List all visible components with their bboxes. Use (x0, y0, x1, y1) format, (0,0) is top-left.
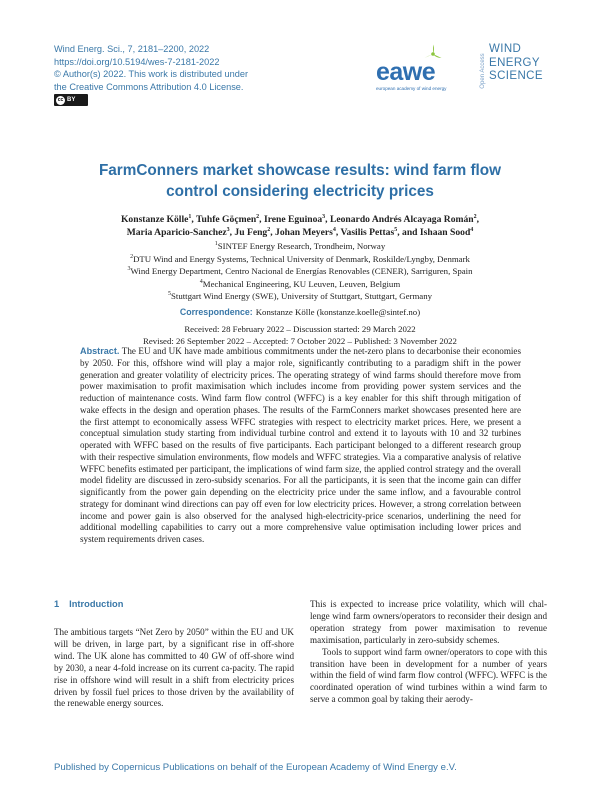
eawe-wordmark: eawe (376, 58, 436, 86)
dates-line-1: Received: 28 February 2022 – Discussion started: 29 March 2022 (184, 324, 416, 334)
affiliation: $^4$Mechanical Engineering, KU Leuven, Leuven, Belgium (199, 278, 401, 289)
author-affiliation-number: 4 (470, 226, 474, 233)
correspondence-text[interactable]: Konstanze Kölle (konstanze.koelle@sintef.no) (255, 307, 421, 317)
section-title: Introduction (69, 599, 124, 609)
journal-logo (376, 44, 546, 100)
author-name: Maria Aparicio-Sanchez (126, 226, 227, 238)
body-column-right (310, 599, 547, 706)
doi-link[interactable]: https://doi.org/10.5194/wes-7-2181-2022 (54, 56, 220, 67)
correspondence (60, 307, 540, 317)
paragraph: This is expected to increase price volatility, which will chal-lenge wind farm owners/operators to reconsider their design and operation strategy from power maximisation to revenue maximisation, particularly in zero-subsidy schemes. (310, 599, 547, 645)
author-list (60, 214, 540, 240)
author-affiliation-number: 5 (394, 226, 398, 233)
author-name: Ishaan Sood (419, 226, 471, 238)
author-affiliation-number: 2 (473, 213, 477, 220)
author-affiliation-number: 1 (188, 213, 192, 220)
author-affiliation-number: 2 (256, 213, 260, 220)
author-name: Vasilis Pettas (340, 226, 395, 238)
affiliation: $^3$Wind Energy Department, Centro Nacional de Energías Renovables (CENER), Sarriguren, Spain (127, 266, 473, 277)
author-name: Leonardo Andrés Alcayaga Román (329, 214, 474, 225)
abstract-text: The EU and UK have made ambitious commitments under the net-zero plans to decarbonise their economies by 2050. For this, offshore wind will play a major role, significantly contributing to a paradigm shift in the power generation and greater volatility of electricity prices. The operating strategy of wind farms should therefore move from power maximisation to profit maximisation which includes income from providing power system services and the reduction of maintenance costs. Wind farm flow control (WFFC) is a key enabler for this shift through mitigation of wake effects in the design and operation phases. The results of the FarmConners market showcases presented here are the first attempt to economically assess WFFC strategies with respect to electricity market prices. Here, we present a conceptual simulation study starting from individual turbine control and extend it to layouts with 10 and 32 turbines operated with WFFC based on the results of five participants. Each participant belonged to a different research group with their respective simulation environments, flow models and WFFC strategies. Via a comparative analysis of relative WFFC benefits estimated per participant, the implications of wind farm size, the applied control strategy and the overall model fidelity are discussed in zero-subsidy scenarios. For all the participants, it is seen that the income gain can differ significantly from the power gain depending on the electricity price under the same inflow, and a favourable control strategy for dominant wind directions can pay off even for low electricity prices. However, a strong correlation between income and power gain is also observed for the analysed high-electricity-price scenarios, underlining the need for additional modelling capabilities to carry out a more comprehensive value optimisation including lower prices and system requirements driven cases. (80, 346, 521, 544)
cc-icon: cc (57, 97, 64, 103)
author-name: Johan Meyers (275, 226, 333, 238)
author-affiliation-number: 2 (267, 226, 271, 233)
paper-title: FarmConners market showcase results: wind farm flow control considering electricity prices (98, 162, 502, 200)
author-affiliation-number: 4 (332, 226, 336, 233)
paragraph: The ambitious targets “Net Zero by 2050” within the EU and UK will be driven, in large part, by a significant rise in off-shore wind. The UK alone has committed to 40 GW of off-shore wind by 2030, a near 4-fold increase on its current ca-pacity. The rapid rise in offshore wind will result in a shift from electricity prices driven by fossil fuel prices to those driven by the availability of the renewable energy sources. (54, 627, 294, 709)
section-number: 1 (54, 599, 60, 609)
author-affiliation-number: 3 (322, 213, 326, 220)
author-name: Tuhfe Göçmen (196, 214, 257, 225)
section-heading (54, 599, 133, 609)
correspondence-label: Correspondence: (179, 307, 253, 317)
cc-license-badge[interactable] (54, 94, 88, 106)
affiliation: $^1$SINTEF Energy Research, Trondheim, Norway (214, 241, 386, 251)
affiliation: $^5$Stuttgart Wind Energy (SWE), University of Stuttgart, Stuttgart, Germany (168, 291, 432, 302)
affiliation: $^2$DTU Wind and Energy Systems, Technical University of Denmark, Roskilde/Lyngby, Denmark (130, 253, 470, 264)
cc-by-label: BY (67, 97, 76, 103)
dates-line-2: Revised: 26 September 2022 – Accepted: 7 October 2022 – Published: 3 November 2022 (143, 336, 457, 346)
author-line-2: Maria Aparicio-Sanchez$^3$, Ju Feng$^2$, Johan Meyers$^4$, Vasilis Pettas$^5$, and Ishaan Sood$^4$ (126, 226, 474, 238)
author-line-1: Konstanze Kölle$^1$, Tuhfe Göçmen$^2$, Irene Eguinoa$^3$, Leonardo Andrés Alcayaga Román$^2$, (120, 213, 480, 225)
abstract (80, 346, 521, 546)
author-name: Ju Feng (234, 226, 268, 238)
author-name: Irene Eguinoa (263, 214, 323, 225)
copyright-line: © Author(s) 2022. This work is distributed under (54, 69, 249, 80)
open-access-label: Open Access (480, 53, 486, 89)
citation-header (54, 43, 248, 93)
journal-name: WIND ENERGY SCIENCE (489, 43, 543, 82)
citation: Wind Energ. Sci., 7, 2181–2200, 2022 (54, 44, 210, 54)
author-affiliation-number: 3 (226, 226, 230, 233)
publication-dates (60, 323, 540, 347)
body-column-left (54, 627, 294, 710)
eawe-tagline: european academy of wind energy (376, 86, 447, 91)
license-line[interactable]: the Creative Commons Attribution 4.0 License. (54, 81, 244, 92)
author-name: Konstanze Kölle (120, 214, 189, 225)
abstract-label: Abstract. (80, 346, 120, 356)
affiliations (60, 240, 540, 303)
publisher-footer: Published by Copernicus Publications on behalf of the European Academy of Wind Energy e.V. (54, 762, 457, 773)
paragraph: Tools to support wind farm owner/operators to cope with this transition have been in development for a number of years within the field of wind farm flow control (WFFC). WFFC is the coordinated operation of wind turbines within a wind farm to serve a common goal by taking their aerody- (310, 646, 547, 705)
